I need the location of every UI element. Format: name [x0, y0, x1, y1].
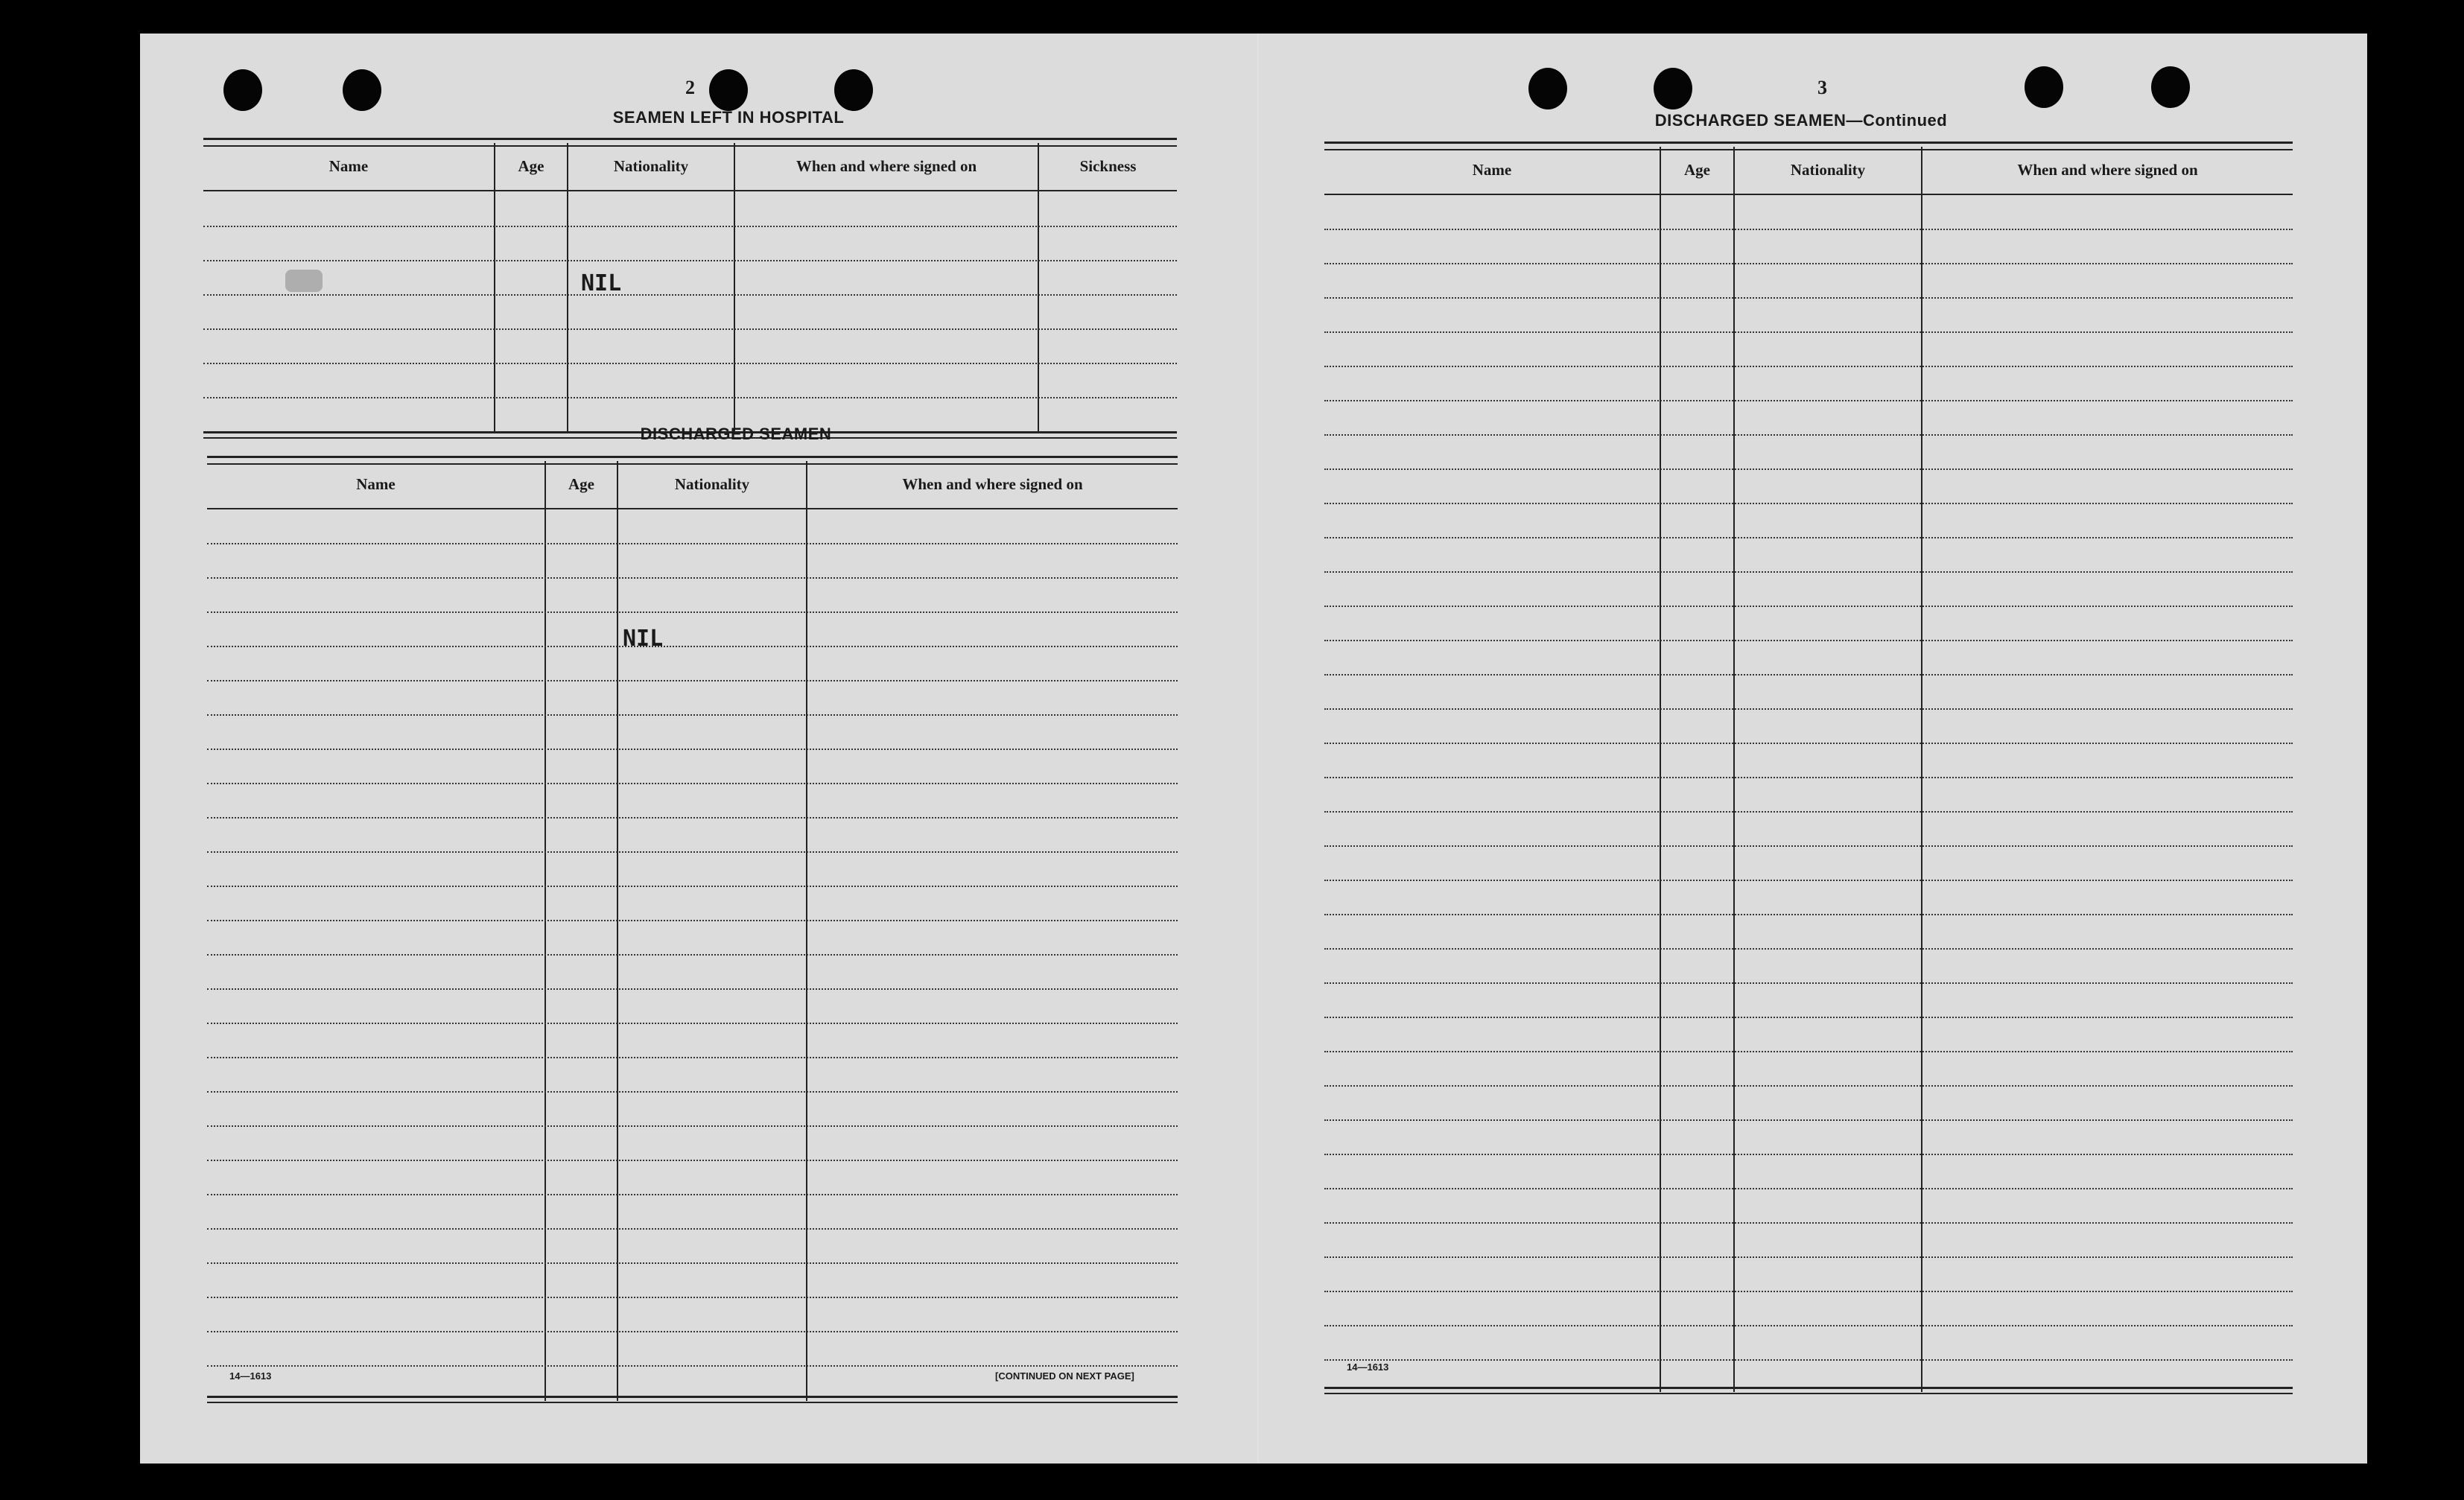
continued-note: [CONTINUED ON NEXT PAGE]	[995, 1370, 1134, 1382]
entry-row	[1324, 366, 2293, 367]
discharged-table	[207, 456, 1178, 1402]
entry-row	[1324, 537, 2293, 538]
ink-smudge	[285, 270, 323, 292]
entry-row	[1324, 708, 2293, 710]
entry-row	[1324, 1051, 2293, 1052]
entry-row	[207, 646, 1178, 647]
entry-row	[1324, 503, 2293, 504]
punch-hole	[1654, 68, 1692, 109]
hospital-section-title: SEAMEN LEFT IN HOSPITAL	[612, 108, 845, 127]
entry-row	[1324, 640, 2293, 641]
entry-row	[207, 851, 1178, 853]
entry-row	[207, 817, 1178, 819]
entry-row	[207, 886, 1178, 887]
entry-row	[207, 1057, 1178, 1058]
entry-row	[1324, 1188, 2293, 1189]
entry-row	[1324, 400, 2293, 401]
entry-row	[1324, 468, 2293, 470]
entry-row	[1324, 880, 2293, 881]
column-header: Name	[1472, 161, 1512, 179]
entry-row	[207, 1331, 1178, 1332]
punch-hole	[709, 69, 748, 111]
column-header: When and where signed on	[2017, 161, 2198, 179]
column-header: Nationality	[613, 157, 689, 175]
table-header	[1324, 147, 2293, 195]
column-header: Nationality	[674, 475, 750, 493]
entry-row	[1324, 606, 2293, 607]
entry-row	[207, 1091, 1178, 1093]
discharged-continued-table	[1324, 142, 2293, 1393]
entry-row	[1324, 674, 2293, 676]
column-header: Age	[568, 475, 594, 493]
entry-row	[1324, 1222, 2293, 1224]
entry-row	[1324, 1325, 2293, 1326]
column-header: When and where signed on	[902, 475, 1083, 493]
column-header: Name	[356, 475, 396, 493]
entry-row	[1324, 1291, 2293, 1292]
entry-row	[1324, 229, 2293, 230]
column-header: Nationality	[1790, 161, 1866, 179]
entry-row	[1324, 1256, 2293, 1258]
page-number: 3	[1817, 77, 1827, 98]
document-sheet	[140, 34, 2367, 1464]
entry-row	[203, 260, 1177, 261]
entry-row	[207, 611, 1178, 613]
entry-row	[1324, 1017, 2293, 1018]
punch-hole	[1528, 68, 1567, 109]
entry-row	[1324, 571, 2293, 573]
entry-row	[1324, 1119, 2293, 1121]
entry-row	[1324, 434, 2293, 436]
entry-row	[207, 1194, 1178, 1195]
entry-row	[207, 1228, 1178, 1230]
entry-row	[207, 1365, 1178, 1367]
form-code: 14—1613	[229, 1370, 272, 1382]
entry-row	[1324, 263, 2293, 264]
entry-row	[203, 226, 1177, 227]
column-header: When and where signed on	[796, 157, 977, 175]
entry-row	[207, 577, 1178, 579]
entry-row	[207, 680, 1178, 681]
column-header: Sickness	[1079, 157, 1137, 175]
hospital-table	[203, 138, 1177, 436]
entry-row	[203, 328, 1177, 330]
entry-row	[207, 749, 1178, 750]
form-code: 14—1613	[1347, 1361, 1389, 1373]
entry-row	[203, 294, 1177, 296]
entry-row	[207, 1023, 1178, 1024]
entry-row	[207, 920, 1178, 921]
entry-row	[207, 714, 1178, 716]
punch-hole	[343, 69, 381, 111]
table-header	[203, 143, 1177, 191]
punch-hole	[2151, 66, 2190, 108]
discharged-entry: NIL	[623, 626, 664, 652]
entry-row	[1324, 297, 2293, 299]
column-header: Age	[1684, 161, 1710, 179]
page-number: 2	[685, 77, 695, 98]
entry-row	[1324, 1085, 2293, 1087]
entry-row	[203, 363, 1177, 364]
entry-row	[1324, 1154, 2293, 1155]
punch-hole	[2025, 66, 2063, 108]
section-title-suffix: —Continued	[1846, 111, 1948, 130]
table-header	[207, 461, 1178, 509]
entry-row	[207, 1160, 1178, 1161]
entry-row	[1324, 982, 2293, 984]
discharged-continued-title	[1570, 111, 2032, 130]
entry-row	[1324, 1359, 2293, 1361]
entry-row	[207, 1125, 1178, 1127]
entry-row	[1324, 743, 2293, 744]
column-header: Age	[518, 157, 544, 175]
punch-hole	[223, 69, 262, 111]
entry-row	[1324, 948, 2293, 950]
discharged-section-title: DISCHARGED SEAMEN	[640, 425, 832, 443]
entry-row	[207, 1297, 1178, 1298]
entry-row	[207, 988, 1178, 990]
entry-row	[203, 397, 1177, 398]
entry-row	[207, 783, 1178, 784]
section-title-main: DISCHARGED SEAMEN	[1654, 111, 1847, 130]
hospital-entry: NIL	[581, 270, 622, 296]
entry-row	[1324, 331, 2293, 333]
punch-hole	[834, 69, 873, 111]
entry-row	[1324, 811, 2293, 813]
entry-row	[1324, 845, 2293, 847]
column-header: Name	[328, 157, 369, 175]
entry-row	[207, 543, 1178, 544]
entry-row	[207, 1262, 1178, 1264]
entry-row	[1324, 914, 2293, 915]
page-fold	[1257, 34, 1259, 1464]
entry-row	[207, 954, 1178, 956]
entry-row	[1324, 777, 2293, 778]
